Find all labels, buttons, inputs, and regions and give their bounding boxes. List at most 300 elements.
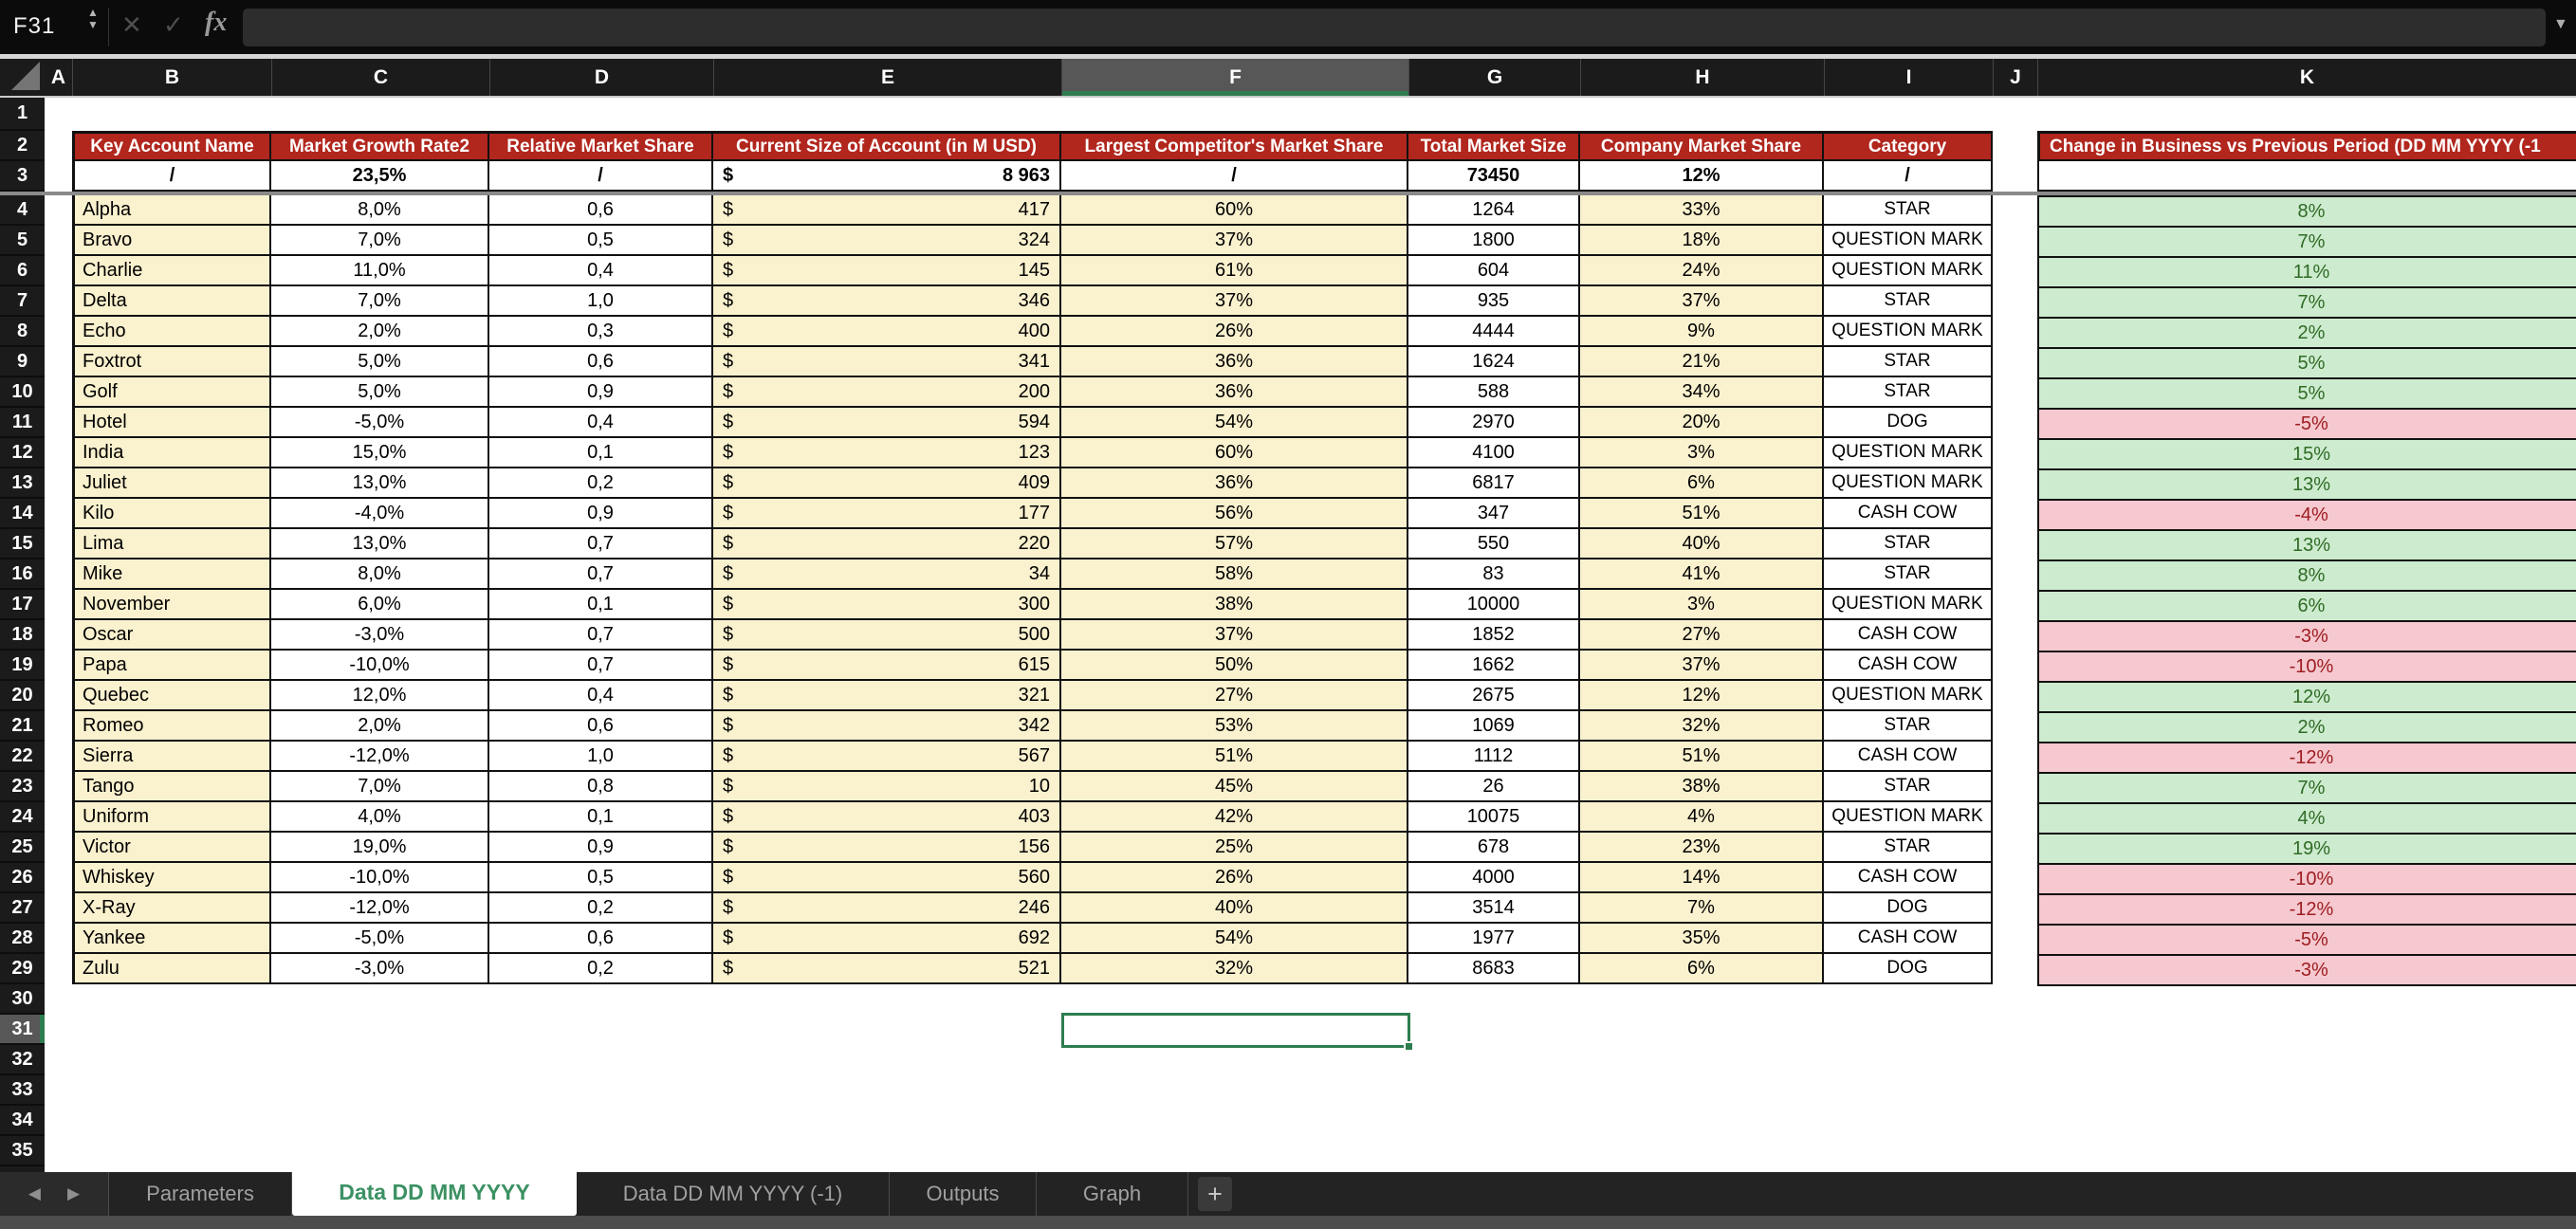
cell-rms[interactable]: 0,4 xyxy=(489,681,713,711)
cell-lcms[interactable]: 27% xyxy=(1061,681,1408,711)
cell-tms[interactable]: 10075 xyxy=(1408,802,1580,833)
cell-change[interactable]: -5% xyxy=(2037,926,2576,956)
spin-up-icon[interactable]: ▲ xyxy=(87,6,99,19)
cell-category[interactable]: STAR xyxy=(1824,529,1993,559)
cell-growth[interactable]: 7,0% xyxy=(271,286,489,317)
cell-cms[interactable]: 4% xyxy=(1580,802,1824,833)
cell-growth[interactable]: 13,0% xyxy=(271,468,489,499)
cell-change[interactable]: 8% xyxy=(2037,561,2576,592)
cell-change[interactable]: -10% xyxy=(2037,652,2576,683)
row-header-cell[interactable]: 7 xyxy=(0,286,45,317)
cell-account-name[interactable]: Bravo xyxy=(72,226,271,256)
cell-account-name[interactable]: India xyxy=(72,438,271,468)
row-header-cell[interactable]: 11 xyxy=(0,408,45,438)
cell-category[interactable]: CASH COW xyxy=(1824,499,1993,529)
cell-growth[interactable]: 4,0% xyxy=(271,802,489,833)
cell-tms[interactable]: 1977 xyxy=(1408,924,1580,954)
cell-rms[interactable]: 0,8 xyxy=(489,772,713,802)
cell-size[interactable] xyxy=(713,863,1061,893)
cell-growth[interactable]: -10,0% xyxy=(271,863,489,893)
cell-cms[interactable]: 14% xyxy=(1580,863,1824,893)
cell-category[interactable]: DOG xyxy=(1824,954,1993,984)
cell-category[interactable]: STAR xyxy=(1824,833,1993,863)
tab-scroll-left-icon[interactable]: ◀ xyxy=(28,1184,41,1202)
cell-tms[interactable]: 1662 xyxy=(1408,651,1580,681)
cell-account-name[interactable]: Uniform xyxy=(72,802,271,833)
cell-growth[interactable]: 15,0% xyxy=(271,438,489,468)
cell-tms[interactable]: 1069 xyxy=(1408,711,1580,742)
cell-growth[interactable]: -3,0% xyxy=(271,620,489,651)
cell-lcms[interactable]: 54% xyxy=(1061,924,1408,954)
cell-category[interactable]: STAR xyxy=(1824,772,1993,802)
cell-size[interactable] xyxy=(713,893,1061,924)
row-header-cell[interactable]: 27 xyxy=(0,893,45,924)
row-header-cell[interactable]: 35 xyxy=(0,1136,45,1166)
row-header-cell[interactable]: 4 xyxy=(0,195,45,226)
row-header-cell[interactable]: 24 xyxy=(0,802,45,833)
cell-growth[interactable]: 5,0% xyxy=(271,347,489,377)
header-market-growth-rate[interactable]: Market Growth Rate2 xyxy=(271,131,489,161)
cell-growth[interactable]: -5,0% xyxy=(271,924,489,954)
cell-change[interactable]: 5% xyxy=(2037,349,2576,379)
cell-cms[interactable]: 6% xyxy=(1580,954,1824,984)
cell-size[interactable] xyxy=(713,924,1061,954)
column-header-cell[interactable]: K xyxy=(2037,59,2576,96)
header-total-market-size[interactable]: Total Market Size xyxy=(1408,131,1580,161)
cell-account-name[interactable]: Whiskey xyxy=(72,863,271,893)
cell-account-name[interactable]: Mike xyxy=(72,559,271,590)
cell-lcms[interactable]: 60% xyxy=(1061,195,1408,226)
column-header-cell[interactable]: D xyxy=(489,59,713,96)
tab-scroll-right-icon[interactable]: ▶ xyxy=(67,1184,81,1202)
cell-lcms[interactable]: 53% xyxy=(1061,711,1408,742)
change-summary-empty-cell[interactable] xyxy=(2037,161,2576,192)
cell-tms[interactable]: 1852 xyxy=(1408,620,1580,651)
cell-account-name[interactable]: Quebec xyxy=(72,681,271,711)
cell-change[interactable]: 4% xyxy=(2037,804,2576,835)
cell-category[interactable]: DOG xyxy=(1824,408,1993,438)
cell-lcms[interactable]: 56% xyxy=(1061,499,1408,529)
cell-size[interactable] xyxy=(713,711,1061,742)
cell-tms[interactable]: 4000 xyxy=(1408,863,1580,893)
cell-account-name[interactable]: Foxtrot xyxy=(72,347,271,377)
cell-rms[interactable]: 0,7 xyxy=(489,651,713,681)
cell-account-name[interactable]: Alpha xyxy=(72,195,271,226)
cell-size[interactable] xyxy=(713,802,1061,833)
cell-cms[interactable]: 23% xyxy=(1580,833,1824,863)
cell-change[interactable]: 8% xyxy=(2037,197,2576,228)
cell-cms[interactable]: 21% xyxy=(1580,347,1824,377)
row-header-cell[interactable]: 32 xyxy=(0,1045,45,1075)
cell-category[interactable]: STAR xyxy=(1824,347,1993,377)
cell-growth[interactable]: 7,0% xyxy=(271,226,489,256)
summary-lcms[interactable]: / xyxy=(1061,161,1408,192)
cell-tms[interactable]: 1624 xyxy=(1408,347,1580,377)
cell-change[interactable]: 2% xyxy=(2037,713,2576,743)
cell-change[interactable]: 12% xyxy=(2037,683,2576,713)
cell-tms[interactable]: 83 xyxy=(1408,559,1580,590)
row-header-cell[interactable]: 25 xyxy=(0,833,45,863)
cell-lcms[interactable]: 54% xyxy=(1061,408,1408,438)
cell-change[interactable]: 7% xyxy=(2037,774,2576,804)
cell-account-name[interactable]: Juliet xyxy=(72,468,271,499)
header-largest-competitor-share[interactable]: Largest Competitor's Market Share xyxy=(1061,131,1408,161)
cell-lcms[interactable]: 51% xyxy=(1061,742,1408,772)
cell-rms[interactable]: 0,2 xyxy=(489,954,713,984)
cell-cms[interactable]: 27% xyxy=(1580,620,1824,651)
cell-cms[interactable]: 40% xyxy=(1580,529,1824,559)
cell-category[interactable]: CASH COW xyxy=(1824,742,1993,772)
row-header-cell[interactable]: 5 xyxy=(0,226,45,256)
cell-rms[interactable]: 0,1 xyxy=(489,438,713,468)
formula-input[interactable] xyxy=(243,9,2546,46)
summary-name[interactable]: / xyxy=(72,161,271,192)
cell-lcms[interactable]: 37% xyxy=(1061,286,1408,317)
row-header-cell[interactable]: 13 xyxy=(0,468,45,499)
cell-account-name[interactable]: Echo xyxy=(72,317,271,347)
cell-lcms[interactable]: 61% xyxy=(1061,256,1408,286)
cell-change[interactable]: -3% xyxy=(2037,956,2576,986)
cell-cms[interactable]: 37% xyxy=(1580,651,1824,681)
cell-category[interactable]: QUESTION MARK xyxy=(1824,317,1993,347)
cell-lcms[interactable]: 40% xyxy=(1061,893,1408,924)
select-all-corner[interactable] xyxy=(0,59,45,98)
column-header-cell[interactable]: B xyxy=(72,59,271,96)
header-current-size[interactable]: Current Size of Account (in M USD) xyxy=(713,131,1061,161)
formula-bar-expand-icon[interactable]: ▼ xyxy=(2553,16,2568,32)
row-header-cell[interactable]: 29 xyxy=(0,954,45,984)
header-company-market-share[interactable]: Company Market Share xyxy=(1580,131,1824,161)
cell-cms[interactable]: 35% xyxy=(1580,924,1824,954)
cell-account-name[interactable]: Delta xyxy=(72,286,271,317)
cell-change[interactable]: 6% xyxy=(2037,592,2576,622)
cell-category[interactable]: CASH COW xyxy=(1824,620,1993,651)
cell-tms[interactable]: 588 xyxy=(1408,377,1580,408)
cell-tms[interactable]: 8683 xyxy=(1408,954,1580,984)
cell-tms[interactable]: 2675 xyxy=(1408,681,1580,711)
row-header-cell[interactable]: 14 xyxy=(0,499,45,529)
cell-tms[interactable]: 3514 xyxy=(1408,893,1580,924)
cell-cms[interactable]: 7% xyxy=(1580,893,1824,924)
cell-rms[interactable]: 1,0 xyxy=(489,742,713,772)
name-box-spinner[interactable] xyxy=(83,7,102,31)
cell-category[interactable]: DOG xyxy=(1824,893,1993,924)
row-header-cell[interactable]: 23 xyxy=(0,772,45,802)
cell-category[interactable]: QUESTION MARK xyxy=(1824,256,1993,286)
cell-lcms[interactable]: 38% xyxy=(1061,590,1408,620)
cell-growth[interactable]: 8,0% xyxy=(271,195,489,226)
cell-lcms[interactable]: 36% xyxy=(1061,377,1408,408)
cell-size[interactable] xyxy=(713,317,1061,347)
cell-category[interactable]: QUESTION MARK xyxy=(1824,226,1993,256)
cell-change[interactable]: 5% xyxy=(2037,379,2576,410)
cell-cms[interactable]: 18% xyxy=(1580,226,1824,256)
cell-cms[interactable]: 12% xyxy=(1580,681,1824,711)
cell-change[interactable]: 13% xyxy=(2037,531,2576,561)
row-header-cell[interactable]: 2 xyxy=(0,131,45,161)
cell-rms[interactable]: 1,0 xyxy=(489,286,713,317)
column-header-cell[interactable]: E xyxy=(713,59,1061,96)
cell-growth[interactable]: 13,0% xyxy=(271,529,489,559)
cell-lcms[interactable]: 45% xyxy=(1061,772,1408,802)
cell-change[interactable]: 19% xyxy=(2037,835,2576,865)
cell-account-name[interactable]: Golf xyxy=(72,377,271,408)
cell-cms[interactable]: 38% xyxy=(1580,772,1824,802)
cell-size[interactable] xyxy=(713,742,1061,772)
cell-category[interactable]: QUESTION MARK xyxy=(1824,802,1993,833)
cell-account-name[interactable]: Hotel xyxy=(72,408,271,438)
cell-cms[interactable]: 3% xyxy=(1580,438,1824,468)
cell-cms[interactable]: 6% xyxy=(1580,468,1824,499)
cell-size[interactable] xyxy=(713,529,1061,559)
cell-account-name[interactable]: Tango xyxy=(72,772,271,802)
cell-tms[interactable]: 1112 xyxy=(1408,742,1580,772)
cell-lcms[interactable]: 26% xyxy=(1061,317,1408,347)
cell-cms[interactable]: 20% xyxy=(1580,408,1824,438)
cell-lcms[interactable]: 25% xyxy=(1061,833,1408,863)
row-header-cell[interactable]: 20 xyxy=(0,681,45,711)
cell-lcms[interactable]: 36% xyxy=(1061,468,1408,499)
cell-cms[interactable]: 51% xyxy=(1580,742,1824,772)
cell-category[interactable]: QUESTION MARK xyxy=(1824,438,1993,468)
cell-growth[interactable]: -12,0% xyxy=(271,742,489,772)
cell-cms[interactable]: 34% xyxy=(1580,377,1824,408)
cell-size[interactable] xyxy=(713,681,1061,711)
row-header-cell[interactable]: 22 xyxy=(0,742,45,772)
cell-size[interactable] xyxy=(713,226,1061,256)
cell-lcms[interactable]: 37% xyxy=(1061,226,1408,256)
cell-category[interactable]: STAR xyxy=(1824,559,1993,590)
cell-rms[interactable]: 0,6 xyxy=(489,711,713,742)
cell-size[interactable] xyxy=(713,286,1061,317)
fx-icon[interactable]: fx xyxy=(205,8,228,37)
header-relative-market-share[interactable]: Relative Market Share xyxy=(489,131,713,161)
cell-account-name[interactable]: Papa xyxy=(72,651,271,681)
cell-tms[interactable]: 26 xyxy=(1408,772,1580,802)
cell-rms[interactable]: 0,4 xyxy=(489,256,713,286)
row-header-cell[interactable]: 19 xyxy=(0,651,45,681)
cell-growth[interactable]: 2,0% xyxy=(271,711,489,742)
cell-growth[interactable]: -5,0% xyxy=(271,408,489,438)
cell-change[interactable]: -12% xyxy=(2037,743,2576,774)
cell-size[interactable] xyxy=(713,833,1061,863)
cell-lcms[interactable]: 57% xyxy=(1061,529,1408,559)
cell-size[interactable] xyxy=(713,468,1061,499)
cancel-icon[interactable]: ✕ xyxy=(121,10,142,39)
cell-size[interactable] xyxy=(713,408,1061,438)
row-header-cell[interactable]: 9 xyxy=(0,347,45,377)
cell-rms[interactable]: 0,7 xyxy=(489,529,713,559)
summary-category[interactable]: / xyxy=(1824,161,1993,192)
cell-category[interactable]: QUESTION MARK xyxy=(1824,590,1993,620)
row-header-cell[interactable]: 33 xyxy=(0,1075,45,1106)
summary-cms[interactable]: 12% xyxy=(1580,161,1824,192)
cell-tms[interactable]: 2970 xyxy=(1408,408,1580,438)
cell-growth[interactable]: 8,0% xyxy=(271,559,489,590)
cell-rms[interactable]: 0,9 xyxy=(489,833,713,863)
cell-growth[interactable]: 6,0% xyxy=(271,590,489,620)
cell-growth[interactable]: -3,0% xyxy=(271,954,489,984)
cell-tms[interactable]: 6817 xyxy=(1408,468,1580,499)
column-header-cell[interactable]: J xyxy=(1993,59,2037,96)
cell-cms[interactable]: 24% xyxy=(1580,256,1824,286)
cell-category[interactable]: STAR xyxy=(1824,377,1993,408)
row-header-cell[interactable]: 30 xyxy=(0,984,45,1015)
confirm-icon[interactable]: ✓ xyxy=(163,10,184,39)
row-header-cell[interactable]: 16 xyxy=(0,559,45,590)
cell-lcms[interactable]: 26% xyxy=(1061,863,1408,893)
cell-account-name[interactable]: Oscar xyxy=(72,620,271,651)
summary-size[interactable] xyxy=(713,161,1061,192)
cell-rms[interactable]: 0,9 xyxy=(489,499,713,529)
cell-category[interactable]: CASH COW xyxy=(1824,863,1993,893)
cell-size[interactable] xyxy=(713,620,1061,651)
sheet-tab[interactable]: Parameters xyxy=(109,1172,292,1216)
cell-rms[interactable]: 0,2 xyxy=(489,468,713,499)
cell-change[interactable]: 7% xyxy=(2037,288,2576,319)
row-header-cell[interactable]: 10 xyxy=(0,377,45,408)
cell-lcms[interactable]: 42% xyxy=(1061,802,1408,833)
cell-account-name[interactable]: Kilo xyxy=(72,499,271,529)
cell-cms[interactable]: 3% xyxy=(1580,590,1824,620)
cell-rms[interactable]: 0,5 xyxy=(489,863,713,893)
summary-tms[interactable]: 73450 xyxy=(1408,161,1580,192)
row-header-cell[interactable]: 6 xyxy=(0,256,45,286)
cell-rms[interactable]: 0,7 xyxy=(489,559,713,590)
cell-growth[interactable]: 7,0% xyxy=(271,772,489,802)
cell-account-name[interactable]: X-Ray xyxy=(72,893,271,924)
row-header-cell[interactable]: 26 xyxy=(0,863,45,893)
cell-tms[interactable]: 678 xyxy=(1408,833,1580,863)
cell-growth[interactable]: 2,0% xyxy=(271,317,489,347)
row-header-cell[interactable]: 3 xyxy=(0,161,45,192)
sheet-tab[interactable]: Data DD MM YYYY xyxy=(292,1169,577,1216)
cell-lcms[interactable]: 37% xyxy=(1061,620,1408,651)
row-header-cell[interactable]: 1 xyxy=(0,98,45,131)
summary-growth[interactable]: 23,5% xyxy=(271,161,489,192)
column-header-cell[interactable]: G xyxy=(1408,59,1580,96)
column-header-cell[interactable]: C xyxy=(271,59,489,96)
cell-growth[interactable]: -10,0% xyxy=(271,651,489,681)
cell-account-name[interactable]: Sierra xyxy=(72,742,271,772)
sheet-tab[interactable]: Data DD MM YYYY (-1) xyxy=(577,1172,890,1216)
cell-tms[interactable]: 10000 xyxy=(1408,590,1580,620)
cell-lcms[interactable]: 36% xyxy=(1061,347,1408,377)
cell-category[interactable]: STAR xyxy=(1824,711,1993,742)
cell-size[interactable] xyxy=(713,195,1061,226)
cell-change[interactable]: 15% xyxy=(2037,440,2576,470)
cell-cms[interactable]: 41% xyxy=(1580,559,1824,590)
cell-account-name[interactable]: Romeo xyxy=(72,711,271,742)
cell-growth[interactable]: -4,0% xyxy=(271,499,489,529)
cell-size[interactable] xyxy=(713,590,1061,620)
cell-change[interactable]: -3% xyxy=(2037,622,2576,652)
cell-rms[interactable]: 0,1 xyxy=(489,802,713,833)
cell-rms[interactable]: 0,5 xyxy=(489,226,713,256)
row-header-cell[interactable]: 8 xyxy=(0,317,45,347)
row-header-cell[interactable]: 31 xyxy=(0,1015,45,1045)
cell-category[interactable]: CASH COW xyxy=(1824,651,1993,681)
cell-rms[interactable]: 0,6 xyxy=(489,924,713,954)
cell-size[interactable] xyxy=(713,438,1061,468)
row-header-cell[interactable]: 18 xyxy=(0,620,45,651)
cell-size[interactable] xyxy=(713,256,1061,286)
cell-size[interactable] xyxy=(713,499,1061,529)
column-header-cell[interactable]: I xyxy=(1824,59,1993,96)
cell-tms[interactable]: 604 xyxy=(1408,256,1580,286)
cell-change[interactable]: -10% xyxy=(2037,865,2576,895)
cell-size[interactable] xyxy=(713,651,1061,681)
cell-lcms[interactable]: 60% xyxy=(1061,438,1408,468)
cell-category[interactable]: STAR xyxy=(1824,195,1993,226)
cell-size[interactable] xyxy=(713,954,1061,984)
row-header-cell[interactable]: 34 xyxy=(0,1106,45,1136)
cell-growth[interactable]: 11,0% xyxy=(271,256,489,286)
cell-size[interactable] xyxy=(713,377,1061,408)
cell-rms[interactable]: 0,6 xyxy=(489,195,713,226)
cell-account-name[interactable]: Lima xyxy=(72,529,271,559)
sheet-tab[interactable]: Outputs xyxy=(890,1172,1037,1216)
cell-category[interactable]: QUESTION MARK xyxy=(1824,681,1993,711)
cell-account-name[interactable]: November xyxy=(72,590,271,620)
cell-tms[interactable]: 1800 xyxy=(1408,226,1580,256)
cell-category[interactable]: QUESTION MARK xyxy=(1824,468,1993,499)
cell-tms[interactable]: 1264 xyxy=(1408,195,1580,226)
column-header-cell[interactable]: F xyxy=(1061,59,1408,96)
fill-handle[interactable] xyxy=(1404,1041,1414,1052)
cell-cms[interactable]: 51% xyxy=(1580,499,1824,529)
cell-category[interactable]: STAR xyxy=(1824,286,1993,317)
cell-size[interactable] xyxy=(713,559,1061,590)
row-header-cell[interactable]: 12 xyxy=(0,438,45,468)
cell-lcms[interactable]: 58% xyxy=(1061,559,1408,590)
cell-change[interactable]: 2% xyxy=(2037,319,2576,349)
cell-cms[interactable]: 9% xyxy=(1580,317,1824,347)
selected-cell-outline[interactable] xyxy=(1061,1013,1410,1048)
name-box[interactable]: F31 xyxy=(13,13,56,39)
cell-account-name[interactable]: Yankee xyxy=(72,924,271,954)
row-header-cell[interactable]: 15 xyxy=(0,529,45,559)
cell-rms[interactable]: 0,1 xyxy=(489,590,713,620)
cell-tms[interactable]: 935 xyxy=(1408,286,1580,317)
cell-category[interactable]: CASH COW xyxy=(1824,924,1993,954)
cell-account-name[interactable]: Charlie xyxy=(72,256,271,286)
row-header-cell[interactable]: 17 xyxy=(0,590,45,620)
cell-lcms[interactable]: 50% xyxy=(1061,651,1408,681)
header-key-account-name[interactable]: Key Account Name xyxy=(72,131,271,161)
cell-account-name[interactable]: Zulu xyxy=(72,954,271,984)
cell-growth[interactable]: -12,0% xyxy=(271,893,489,924)
cell-rms[interactable]: 0,4 xyxy=(489,408,713,438)
cell-tms[interactable]: 347 xyxy=(1408,499,1580,529)
cell-change[interactable]: -5% xyxy=(2037,410,2576,440)
row-header-cell[interactable]: 21 xyxy=(0,711,45,742)
cell-account-name[interactable]: Victor xyxy=(72,833,271,863)
cell-size[interactable] xyxy=(713,347,1061,377)
cell-growth[interactable]: 5,0% xyxy=(271,377,489,408)
cell-rms[interactable]: 0,6 xyxy=(489,347,713,377)
cell-size[interactable] xyxy=(713,772,1061,802)
spin-down-icon[interactable]: ▼ xyxy=(87,18,99,32)
cell-lcms[interactable]: 32% xyxy=(1061,954,1408,984)
cell-tms[interactable]: 4100 xyxy=(1408,438,1580,468)
cell-change[interactable]: 7% xyxy=(2037,228,2576,258)
column-header-cell[interactable]: H xyxy=(1580,59,1824,96)
cell-cms[interactable]: 37% xyxy=(1580,286,1824,317)
cell-tms[interactable]: 550 xyxy=(1408,529,1580,559)
cell-cms[interactable]: 33% xyxy=(1580,195,1824,226)
cell-rms[interactable]: 0,7 xyxy=(489,620,713,651)
